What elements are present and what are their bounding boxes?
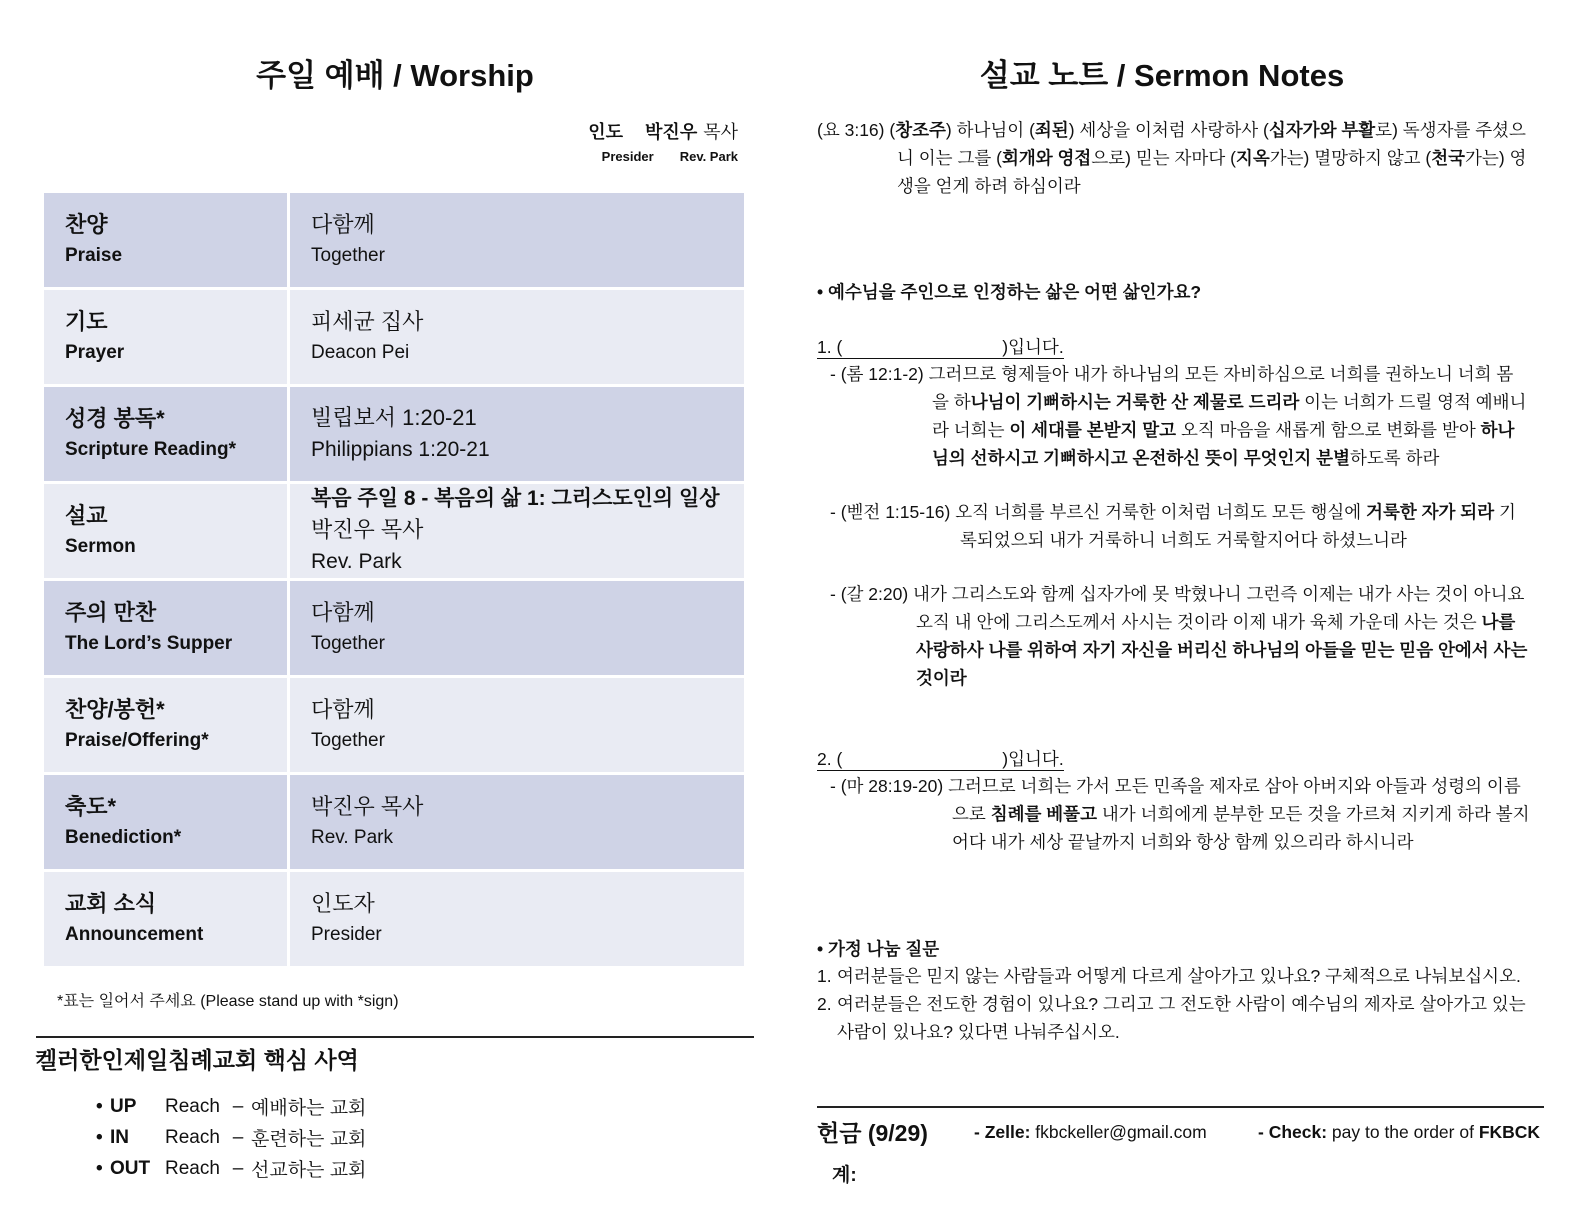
order-label-ko: 기도 xyxy=(65,309,108,334)
zelle-label: - Zelle: xyxy=(974,1122,1031,1142)
order-value-ko: 빌립보서 1:20-21 xyxy=(311,405,477,430)
verse-bold: 침례를 베풀고 xyxy=(990,804,1097,824)
order-label-en: The Lord’s Supper xyxy=(65,633,233,654)
order-label-ko: 교회 소식 xyxy=(65,891,157,916)
sharing-question xyxy=(817,962,1532,990)
verse-bold: 나님이 기뻐하시는 거룩한 산 제물로 드리라 xyxy=(970,392,1300,412)
verse-ref: - (마 28:19-20) xyxy=(830,776,944,796)
order-label-ko: 축도* xyxy=(65,794,117,819)
verse-bold: 죄된 xyxy=(1034,120,1069,140)
order-row-prayer xyxy=(44,290,744,387)
order-label-en: Praise/Offering* xyxy=(65,730,209,751)
ministry-item xyxy=(96,1091,366,1122)
order-of-worship-table xyxy=(44,193,744,969)
point-2 xyxy=(817,746,1064,771)
order-label-ko: 찬양/봉헌* xyxy=(65,697,165,722)
point-suffix: )입니다. xyxy=(1002,749,1064,769)
verse-text: 로) 독생자를 주셨으니 이는 그를 ( xyxy=(897,120,1526,168)
order-value-en: Rev. Park xyxy=(311,550,402,573)
offering-check xyxy=(1258,1122,1540,1143)
verse-bold: 십자가와 부활 xyxy=(1268,120,1376,140)
verse-ref: (요 3:16) xyxy=(817,120,885,140)
presider-label-ko: 인도 xyxy=(588,122,624,142)
verse-bold: 천국 xyxy=(1431,148,1466,168)
order-row-lords-supper xyxy=(44,581,744,678)
point-prefix: 1. ( xyxy=(817,337,843,357)
dash-icon: – xyxy=(232,1126,244,1148)
order-row-offering xyxy=(44,678,744,775)
order-label-en: Benediction* xyxy=(65,827,182,848)
bullet-icon: • xyxy=(96,1126,103,1148)
point-suffix: )입니다. xyxy=(1002,337,1064,357)
verse-text: 오직 마음을 새롭게 함으로 변화를 받아 xyxy=(1176,420,1481,440)
check-text: pay to the order of xyxy=(1327,1122,1479,1142)
point-1 xyxy=(817,334,1064,359)
verse-text: 가는) 영생을 얻게 하려 하심이라 xyxy=(897,148,1527,196)
order-value-ko: 박진우 목사 xyxy=(311,794,424,819)
ministry-reach: Reach xyxy=(165,1157,220,1179)
order-value-en: Together xyxy=(311,730,385,751)
verse-text: 가는) 멸망하지 않고 ( xyxy=(1269,148,1432,168)
question-number: 1. xyxy=(817,966,832,986)
ministry-reach: Reach xyxy=(165,1126,220,1148)
presider-label-en: Presider xyxy=(601,149,654,164)
verse-romans-12 xyxy=(830,360,1530,472)
order-label-ko: 설교 xyxy=(65,503,108,528)
offering-title: 헌금 (9/29) xyxy=(817,1120,928,1146)
dash-icon: – xyxy=(232,1157,244,1179)
verse-bold: 나를 사랑하사 나를 위하여 자기 자신을 버리신 하나님의 아들을 믿는 믿음 안에서 사는 것이라 xyxy=(916,612,1528,688)
ministry-reach: Reach xyxy=(165,1095,220,1117)
ministry-item xyxy=(96,1122,366,1153)
verse-bold: 하나님의 선하시고 기뻐하시고 온전하신 뜻이 무엇인지 분별 xyxy=(932,420,1515,468)
verse-bold: 지옥 xyxy=(1235,148,1270,168)
zelle-email: fkbckeller@gmail.com xyxy=(1030,1122,1207,1142)
verse-matthew-28 xyxy=(830,772,1530,856)
check-label: - Check: xyxy=(1258,1122,1328,1142)
verse-text: 하도록 하라 xyxy=(1350,448,1440,468)
verse-ref: - (갈 2:20) xyxy=(830,584,909,604)
order-row-sermon xyxy=(44,484,744,581)
verse-text: 으로) 믿는 자마다 ( xyxy=(1091,148,1236,168)
presider-title-ko: 목사 xyxy=(703,122,738,142)
order-label-ko: 성경 봉독* xyxy=(65,406,165,431)
order-value-en: Presider xyxy=(311,924,382,945)
ministry-code: IN xyxy=(110,1126,129,1148)
order-label-en: Praise xyxy=(65,245,123,266)
check-payee: FKBCK xyxy=(1478,1122,1541,1142)
verse-bold: 이 세대를 본받지 말고 xyxy=(1009,420,1177,440)
verse-text: 이는 너희가 드릴 영적 예배니라 너희는 xyxy=(932,392,1527,440)
ministry-code: UP xyxy=(110,1095,137,1117)
order-value-ko: 다함께 xyxy=(311,697,375,722)
question-text: 여러분들은 믿지 않는 사람들과 어떻게 다르게 살아가고 있나요? 구체적으로 나눠보십시오. xyxy=(837,966,1521,986)
sharing-question xyxy=(817,990,1532,1046)
order-value-en: Rev. Park xyxy=(311,827,394,848)
verse-bold: 창조주 xyxy=(895,120,946,140)
presider-name-ko: 박진우 xyxy=(645,122,698,142)
order-value-ko: 박진우 목사 xyxy=(311,517,424,542)
verse-text: 오직 너희를 부르신 거룩한 이처럼 너희도 모든 행실에 xyxy=(950,502,1367,522)
order-label-en: Sermon xyxy=(65,536,136,557)
order-value-en: Together xyxy=(311,245,385,266)
verse-text: 그러므로 형제들아 내가 하나님의 모든 자비하심으로 너희를 권하노니 너희 몸을 하 xyxy=(923,364,1514,412)
sermon-notes-title: 설교 노트 / Sermon Notes xyxy=(979,58,1345,93)
ministry-desc: 훈련하는 교회 xyxy=(251,1129,367,1150)
worship-title: 주일 예배 / Worship xyxy=(256,58,534,93)
question-text: 여러분들은 전도한 경험이 있나요? 그리고 그 전도한 사람이 예수님의 제자로 살아가고 있는 사람이 있나요? 있다면 나눠주십시오. xyxy=(837,994,1526,1042)
verse-text: ) 하나님이 ( xyxy=(945,120,1035,140)
bullet-icon: • xyxy=(96,1095,103,1117)
ministry-desc: 예배하는 교회 xyxy=(251,1098,367,1119)
order-row-praise xyxy=(44,193,744,290)
divider xyxy=(36,1036,754,1038)
question-number: 2. xyxy=(817,994,832,1014)
presider-name-en: Rev. Park xyxy=(679,149,738,164)
order-value-ko: 피세균 집사 xyxy=(311,309,424,334)
order-row-scripture xyxy=(44,387,744,484)
divider xyxy=(817,1106,1544,1108)
verse-text: 그러므로 너희는 가서 모든 민족을 제자로 삼아 아버지와 아들과 성령의 이름으로 xyxy=(943,776,1521,824)
order-label-ko: 찬양 xyxy=(65,212,108,237)
order-value-en: Deacon Pei xyxy=(311,342,410,363)
ministry-code: OUT xyxy=(110,1157,151,1179)
ministry-title: 켈러한인제일침례교회 핵심 사역 xyxy=(35,1047,359,1073)
order-label-en: Scripture Reading* xyxy=(65,439,237,460)
sharing-questions xyxy=(817,962,1532,1046)
verse-text: 내가 너희에게 분부한 모든 것을 가르쳐 지키게 하라 볼지어다 내가 세상 끝날까지 너희와 항상 함께 있으리라 하시니라 xyxy=(952,804,1530,852)
order-label-ko: 주의 만찬 xyxy=(65,600,157,625)
point-prefix: 2. ( xyxy=(817,749,843,769)
verse-bold: 회개와 영접 xyxy=(1001,148,1092,168)
offering-zelle xyxy=(974,1122,1207,1143)
order-label-en: Announcement xyxy=(65,924,204,945)
verse-ref: - (벧전 1:15-16) xyxy=(830,502,951,522)
verse-text: ( xyxy=(884,120,896,140)
verse-text: ) 세상을 이처럼 사랑하사 ( xyxy=(1068,120,1269,140)
verse-text: 내가 그리스도와 함께 십자가에 못 박혔나니 그런즉 이제는 내가 사는 것이 아니요 오직 내 안에 그리스도께서 사시는 것이라 이제 내가 육체 가운데 사는 것은 xyxy=(908,584,1525,632)
ministry-list xyxy=(96,1091,366,1184)
verse-ref: - (롬 12:1-2) xyxy=(830,364,924,384)
verse-text: 기록되었으되 내가 거룩하니 너희도 거룩할지어다 하셨느니라 xyxy=(960,502,1516,550)
verse-galatians-2 xyxy=(830,580,1530,692)
stand-note: *표는 일어서 주세요 (Please stand up with *sign) xyxy=(57,993,399,1010)
verse-1-peter-1 xyxy=(830,498,1530,554)
offering-total-label: 계: xyxy=(832,1165,857,1186)
bullet-icon: • xyxy=(96,1157,103,1179)
main-question: • 예수님을 주인으로 인정하는 삶은 어떤 삶인가요? xyxy=(817,282,1202,302)
presider-block xyxy=(588,118,738,164)
ministry-item xyxy=(96,1153,366,1184)
order-value-ko: 다함께 xyxy=(311,600,375,625)
order-row-benediction xyxy=(44,775,744,872)
sermon-title: 복음 주일 8 - 복음의 삶 1: 그리스도인의 일상 xyxy=(311,487,720,510)
sharing-title: • 가정 나눔 질문 xyxy=(817,939,940,959)
order-row-announcement xyxy=(44,872,744,969)
order-label-en: Prayer xyxy=(65,342,125,363)
order-value-en: Together xyxy=(311,633,385,654)
dash-icon: – xyxy=(232,1095,244,1117)
order-value-ko: 다함께 xyxy=(311,212,375,237)
ministry-desc: 선교하는 교회 xyxy=(251,1160,367,1181)
order-value-ko: 인도자 xyxy=(311,891,375,916)
verse-john-3-16 xyxy=(817,116,1529,200)
verse-bold: 거룩한 자가 되라 xyxy=(1366,502,1495,522)
order-value-en: Philippians 1:20-21 xyxy=(311,438,490,461)
